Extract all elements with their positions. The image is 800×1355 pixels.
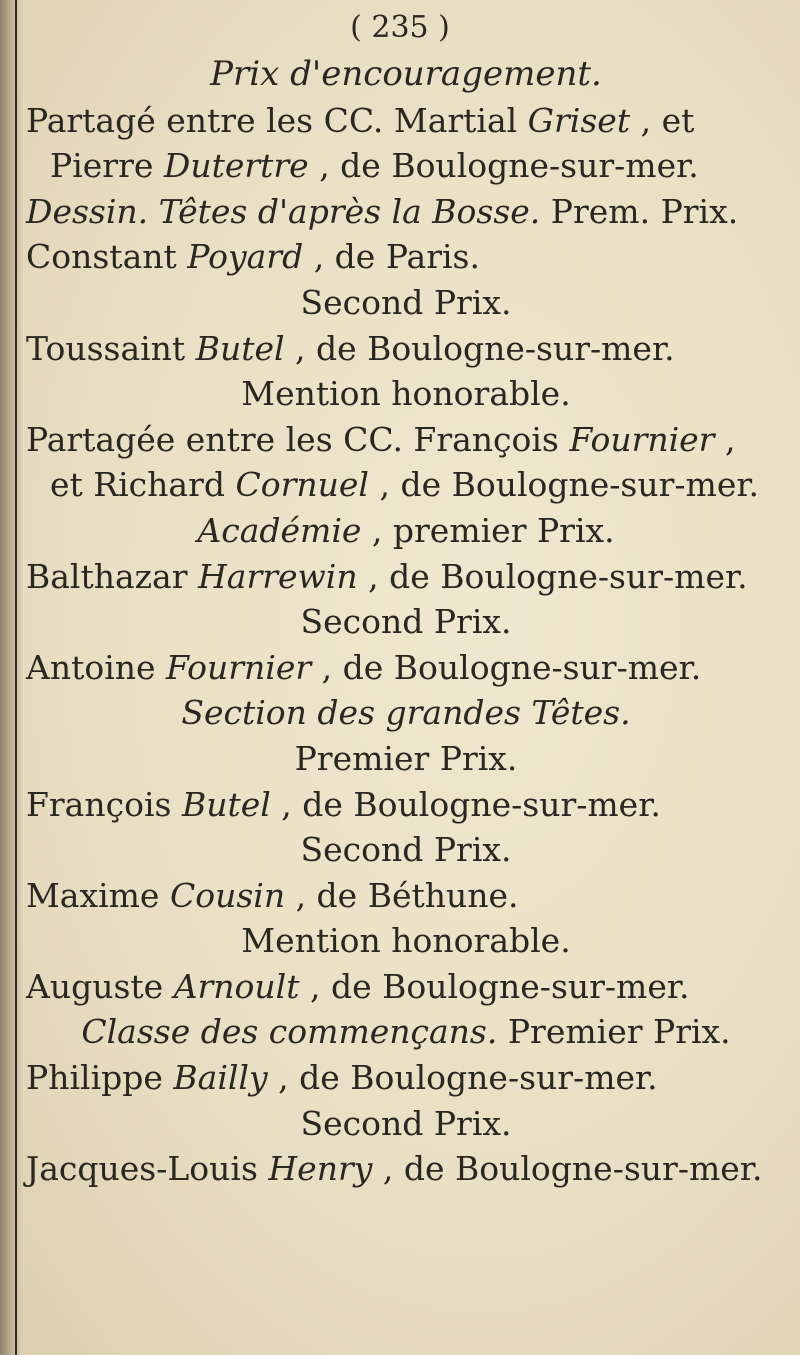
page-text (26, 52, 786, 1192)
text-span: , de Boulogne-sur-mer. (357, 556, 748, 596)
text-span: Second Prix. (300, 282, 512, 322)
text-line (26, 873, 786, 919)
text-line (26, 143, 786, 189)
italic-name-span: Prix d'encouragement. (210, 54, 602, 94)
italic-name-span: Harrewin (198, 556, 358, 596)
text-line (26, 918, 786, 964)
text-line (26, 462, 786, 508)
italic-name-span: Griset (527, 100, 631, 140)
text-line (26, 645, 786, 691)
text-span: Second Prix. (300, 830, 512, 870)
text-span: Mention honorable. (241, 921, 571, 961)
text-span: Second Prix. (300, 602, 512, 642)
text-line (26, 782, 786, 828)
italic-name-span: Henry (268, 1149, 373, 1189)
page-number: ( 235 ) (350, 10, 450, 45)
italic-name-span: Butel (195, 328, 285, 368)
italic-name-span: Cornuel (235, 465, 369, 505)
text-span: Jacques-Louis (26, 1149, 269, 1189)
text-span: François (26, 784, 182, 824)
text-span: Balthazar (26, 556, 198, 596)
italic-name-span: Dutertre (163, 146, 309, 186)
italic-name-span: Poyard (187, 237, 304, 277)
page-gutter (0, 0, 22, 1355)
italic-name-span: Cousin (169, 875, 286, 915)
text-span: et Richard (50, 465, 236, 505)
text-span: Antoine (26, 647, 167, 687)
text-line (26, 371, 786, 417)
text-line (26, 599, 786, 645)
italic-name-span: Fournier (569, 419, 715, 459)
italic-name-span: Bailly (173, 1058, 268, 1098)
text-span: Auguste (26, 966, 174, 1006)
page-edge-line (15, 0, 17, 1355)
text-span: Second Prix. (300, 1103, 512, 1143)
italic-name-span: Académie (197, 510, 362, 550)
italic-name-span: Section des grandes Têtes. (181, 693, 631, 733)
text-span: Toussaint (26, 328, 196, 368)
text-line (26, 1055, 786, 1101)
text-line (26, 280, 786, 326)
text-span: Premier Prix. (294, 738, 518, 778)
text-span: , de Paris. (303, 237, 480, 277)
text-line (26, 508, 786, 554)
italic-name-span: Dessin. Têtes d'après la Bosse. (26, 191, 541, 231)
text-line (26, 827, 786, 873)
text-line (26, 52, 786, 98)
text-span: Philippe (26, 1058, 174, 1098)
text-line (26, 1101, 786, 1147)
text-span: Maxime (26, 875, 170, 915)
text-span: Mention honorable. (241, 374, 571, 414)
text-span: Constant (26, 237, 188, 277)
text-span: , de Boulogne-sur-mer. (267, 1058, 658, 1098)
text-span: , premier Prix. (361, 510, 615, 550)
text-line (26, 417, 786, 463)
text-span: , (714, 419, 736, 459)
text-span: , de Boulogne-sur-mer. (368, 465, 760, 505)
text-span: , de Béthune. (285, 875, 519, 915)
text-line (26, 326, 786, 372)
text-span: , de Boulogne-sur-mer. (308, 146, 699, 186)
italic-name-span: Classe des commençans. (81, 1012, 498, 1052)
text-line (26, 1146, 786, 1192)
text-span: , de Boulogne-sur-mer. (270, 784, 661, 824)
text-line (26, 690, 786, 736)
text-line (26, 234, 786, 280)
italic-name-span: Fournier (166, 647, 312, 687)
text-span: , de Boulogne-sur-mer. (284, 328, 675, 368)
text-span: , de Boulogne-sur-mer. (372, 1149, 763, 1189)
text-span: Prem. Prix. (540, 191, 739, 231)
text-span: Premier Prix. (497, 1012, 731, 1052)
text-span: Partagé entre les CC. Martial (26, 100, 528, 140)
text-span: Partagée entre les CC. François (26, 419, 570, 459)
text-line (26, 964, 786, 1010)
text-line (26, 554, 786, 600)
italic-name-span: Arnoult (173, 966, 300, 1006)
text-line (26, 189, 786, 235)
text-line (26, 98, 786, 144)
text-span: , de Boulogne-sur-mer. (299, 966, 690, 1006)
text-line (26, 736, 786, 782)
text-span: , et (630, 100, 695, 140)
text-span: Pierre (50, 146, 164, 186)
text-line (26, 1009, 786, 1055)
text-span: , de Boulogne-sur-mer. (311, 647, 702, 687)
italic-name-span: Butel (181, 784, 271, 824)
